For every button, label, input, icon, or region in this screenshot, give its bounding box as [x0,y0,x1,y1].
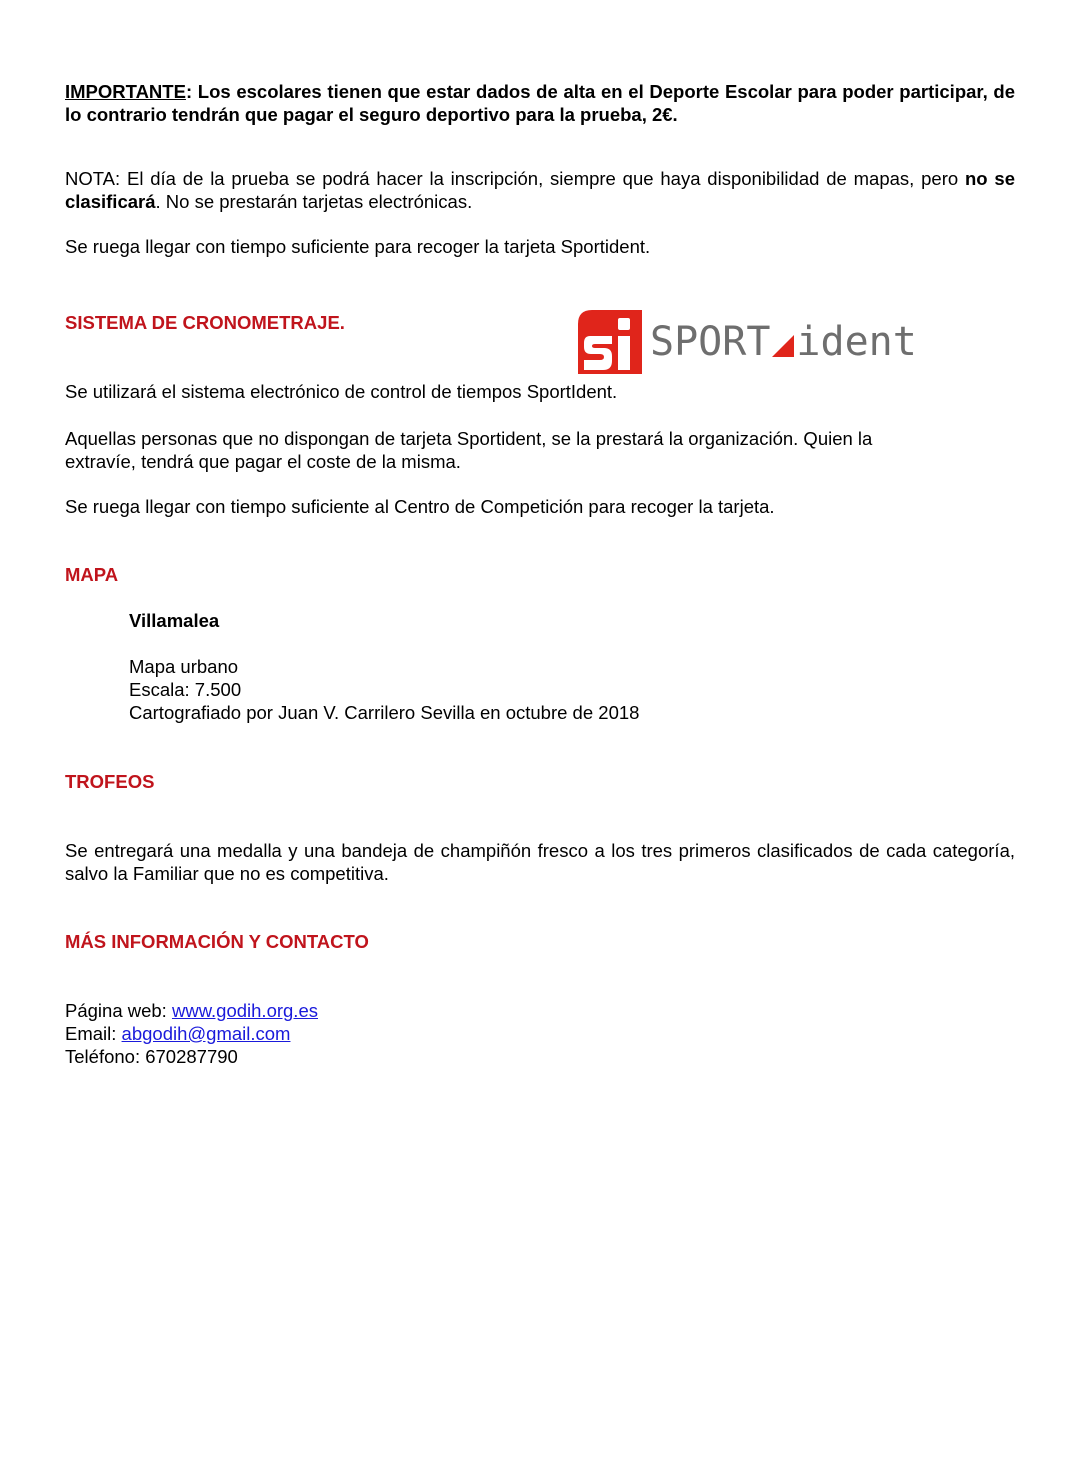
contacto-heading: MÁS INFORMACIÓN Y CONTACTO [65,931,369,952]
email-label: Email: [65,1023,122,1044]
trofeos-paragraph: Se entregará una medalla y una bandeja de champiñón fresco a los tres primeros clasificados de cada categoría, salvo la Familiar que no es competitiva. [65,840,1015,884]
logo-triangle-icon [772,335,794,357]
email-link[interactable]: abgodih@gmail.com [121,1023,291,1044]
mapa-type: Mapa urbano [129,656,239,677]
sportident-wordmark [650,318,917,366]
importante-paragraph [65,80,1015,126]
ruega-tarjeta-paragraph: Se ruega llegar con tiempo suficiente para recoger la tarjeta Sportident. [65,236,651,257]
contacto-phone: Teléfono: 670287790 [65,1046,238,1067]
cronometraje-heading: SISTEMA DE CRONOMETRAJE. [65,312,345,333]
trofeos-heading: TROFEOS [65,771,155,792]
contacto-email-line [65,1022,1015,1045]
web-link[interactable]: www.godih.org.es [171,1000,318,1021]
importante-label: IMPORTANTE [65,81,186,102]
cronometraje-p3: Se ruega llegar con tiempo suficiente al Centro de Competición para recoger la tarjeta. [65,496,775,517]
cronometraje-p1: Se utilizará el sistema electrónico de control de tiempos SportIdent. [65,381,618,402]
sportident-si-mark-icon [578,310,642,374]
mapa-name: Villamalea [129,610,220,631]
nota-text-after: . No se prestarán tarjetas electrónicas. [155,191,473,212]
logo-text-sport: SPORT [650,319,771,365]
mapa-scale: Escala: 7.500 [129,679,242,700]
cronometraje-p2: Aquellas personas que no dispongan de tarjeta Sportident, se la prestará la organización. Quien la extravíe, tendrá que pagar el coste de la misma. [65,428,873,472]
nota-paragraph [65,167,1015,213]
importante-colon: : [185,81,193,102]
nota-text-before: NOTA: El día de la prueba se podrá hacer la inscripción, siempre que haya disponibilidad de mapas, pero [65,168,965,189]
web-label: Página web: [65,1000,172,1021]
sportident-logo-icon [578,308,917,374]
mapa-credit: Cartografiado por Juan V. Carrilero Sevilla en octubre de 2018 [129,702,640,723]
importante-text: Los escolares tienen que estar dados de alta en el Deporte Escolar para poder participar, de lo contrario tendrán que pagar el seguro deportivo para la prueba, 2€. [65,81,1015,125]
nota-bold: no se clasificará [65,168,1015,212]
logo-text-ident: ident [796,319,917,365]
mapa-heading: MAPA [65,564,119,585]
contacto-web-line [65,999,1015,1022]
